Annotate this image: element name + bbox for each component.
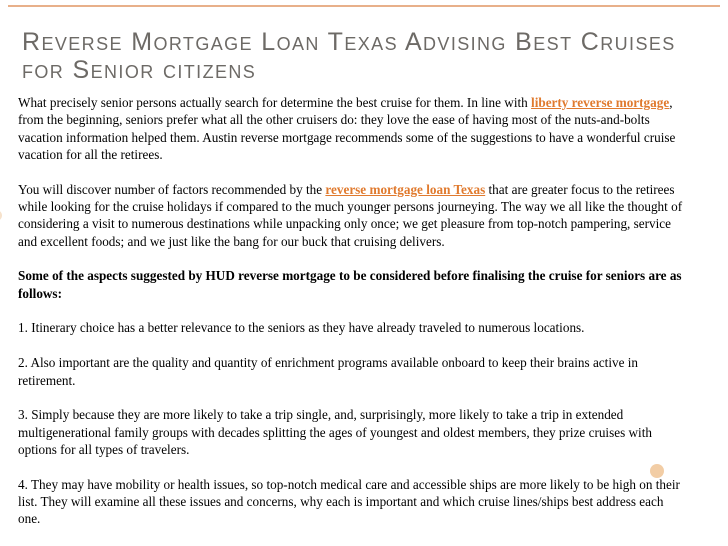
paragraph-text: You will discover number of factors recommended by the — [18, 181, 326, 197]
paragraph-text: that are greater focus to the retirees while looking for the cruise holidays if compared to the much younger persons journeying. The way we all like the thought of considering a visit to numerous destinations while unpacking only once; we get pleasure from top-notch pampering, service and excellent foods; and we just like the bang for our buck that cruising delivers. — [18, 181, 683, 249]
intro-paragraph — [18, 94, 688, 163]
reverse-mortgage-loan-texas-link[interactable]: reverse mortgage loan Texas — [325, 181, 486, 197]
list-item-2: 2. Also important are the quality and quantity of enrichment programs available onboard to keep their brains active in retirement. — [18, 355, 638, 388]
page-title: Reverse Mortgage Loan Texas Advising Best Cruises for Senior citizens — [22, 28, 676, 84]
aspects-subheading: Some of the aspects suggested by HUD reverse mortgage to be considered before finalising the cruise for seniors are as follows: — [18, 268, 682, 301]
article-body — [18, 94, 688, 545]
factors-paragraph — [18, 181, 688, 250]
list-item-1: 1. Itinerary choice has a better relevance to the seniors as they have already traveled to numerous locations. — [18, 320, 585, 336]
list-item-3: 3. Simply because they are more likely to take a trip single, and, surprisingly, more likely to take a trip in extended multigenerational family groups with decades splitting the ages of youngest and oldest members, they prize cruises with options for all types of travelers. — [18, 407, 652, 457]
paragraph-text: , from the beginning, seniors prefer what all the other cruisers do: they love the ease of having most of the nuts-and-bolts vacation information helped them. Austin reverse mortgage recommends some of the suggestions to have a wonderful cruise vacation for all the retirees. — [18, 95, 676, 163]
list-item-4: 4. They may have mobility or health issues, so top-notch medical care and accessible ships are more likely to be high on their list. They will examine all these issues and concerns, why each is important and which cruise lines/ships best address each one. — [18, 476, 680, 527]
paragraph-text: What precisely senior persons actually search for determine the best cruise for them. In line with — [18, 95, 532, 110]
liberty-reverse-mortgage-link[interactable]: liberty reverse mortgage — [531, 95, 670, 110]
top-divider — [8, 5, 720, 7]
decorative-dot — [0, 210, 2, 221]
